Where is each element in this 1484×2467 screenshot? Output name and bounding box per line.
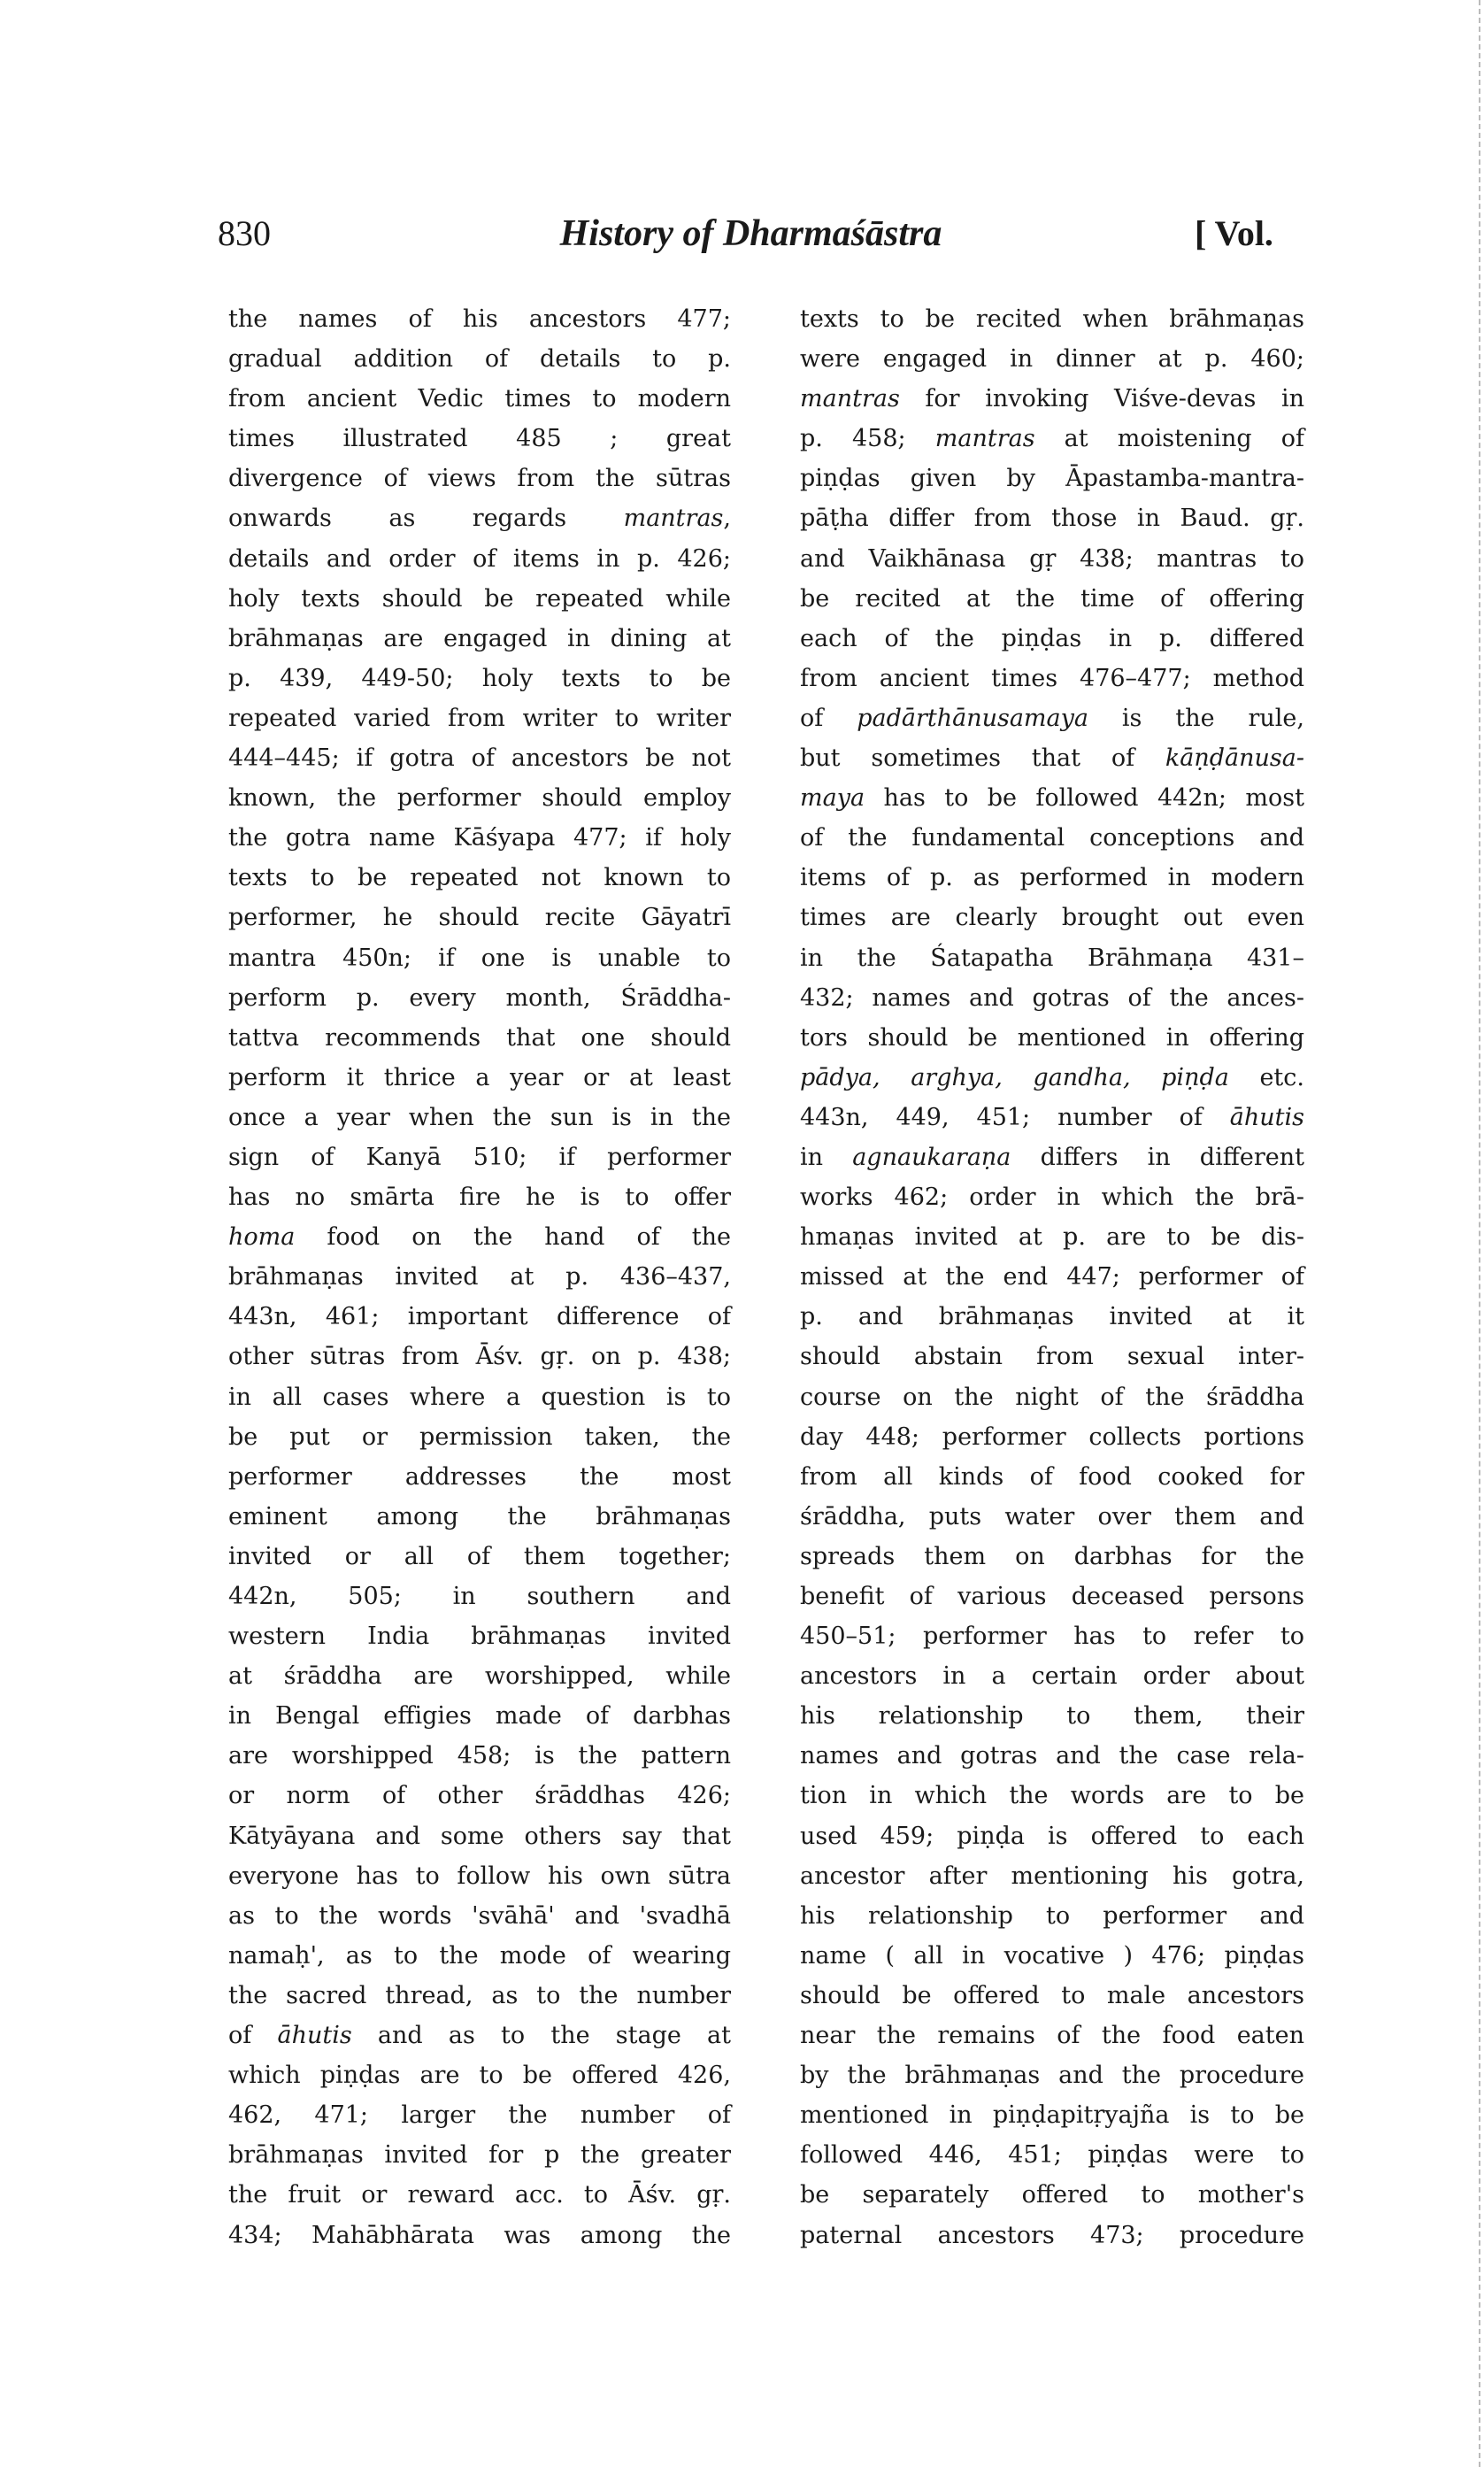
text-line: in the Śatapatha Brāhmaṇa 431– <box>800 944 1304 972</box>
scan-edge-divider <box>1479 0 1480 2467</box>
text-segment: p. 458; <box>800 425 935 453</box>
text-line: tattva recommends that one should <box>228 1023 731 1052</box>
italic-term: pādya, arghya, gandha, piṇḍa <box>800 1063 1229 1091</box>
text-line <box>800 379 1304 419</box>
text-line: items of p. as performed in modern <box>800 864 1304 892</box>
text-segment: etc. <box>1228 1063 1304 1091</box>
text-line: be put or permission taken, the <box>228 1422 731 1451</box>
text-line: perform it thrice a year or at least <box>228 1063 731 1091</box>
text-line: repeated varied from writer to writer <box>228 704 731 732</box>
text-segment: 443n, 449, 451; number of <box>800 1103 1230 1131</box>
text-line: be separately offered to mother's <box>800 2181 1304 2209</box>
text-line <box>800 698 1304 738</box>
text-line: 462, 471; larger the number of <box>228 2101 731 2130</box>
text-line: texts to be repeated not known to <box>228 864 731 892</box>
text-line: performer addresses the most <box>228 1462 731 1491</box>
text-line: missed at the end 447; performer of <box>800 1263 1304 1291</box>
text-line: names and gotras and the case rela- <box>800 1742 1304 1770</box>
text-line: performer, he should recite Gāyatrī <box>228 904 731 932</box>
text-segment: food on the hand of the <box>295 1223 731 1252</box>
text-segment: at moistening of <box>1034 425 1304 453</box>
text-line: of the fundamental conceptions and <box>800 824 1304 852</box>
text-line: 444–445; if gotra of ancestors be not <box>228 744 731 773</box>
text-line: in Bengal effigies made of darbhas <box>228 1702 731 1731</box>
text-line: the names of his ancestors 477; <box>228 305 731 333</box>
text-segment: is the rule, <box>1088 704 1304 732</box>
text-line: ancestors in a certain order about <box>800 1662 1304 1691</box>
text-line: 442n, 505; in southern and <box>228 1583 731 1610</box>
text-line: from ancient Vedic times to modern <box>228 385 731 413</box>
text-line: has no smārta fire he is to offer <box>228 1183 731 1212</box>
text-line: which piṇḍas are to be offered 426, <box>228 2062 731 2090</box>
text-line: the fruit or reward acc. to Āśv. gṛ. <box>228 2181 731 2209</box>
text-segment: and as to the stage at <box>351 2022 731 2050</box>
text-line: mentioned in piṇḍapitṛyajña is to be <box>800 2101 1304 2130</box>
text-line: each of the piṇḍas in p. differed <box>800 624 1304 652</box>
text-segment: of <box>228 2022 278 2050</box>
left-text-column <box>228 299 731 2255</box>
text-line: spreads them on darbhas for the <box>800 1542 1304 1570</box>
text-line: were engaged in dinner at p. 460; <box>800 345 1304 374</box>
text-line: day 448; performer collects portions <box>800 1422 1304 1451</box>
text-line: followed 446, 451; piṇḍas were to <box>800 2141 1304 2170</box>
text-line: everyone has to follow his own sūtra <box>228 1862 731 1890</box>
text-line: once a year when the sun is in the <box>228 1103 731 1131</box>
text-line: holy texts should be repeated while <box>228 584 731 613</box>
italic-term: kāṇḍānusa- <box>1165 744 1304 773</box>
text-line: by the brāhmaṇas and the procedure <box>800 2062 1304 2090</box>
text-line: Kātyāyana and some others say that <box>228 1822 731 1850</box>
text-line: 434; Mahābhārata was among the <box>228 2221 731 2249</box>
text-line: his relationship to them, their <box>800 1702 1304 1731</box>
text-line: texts to be recited when brāhmaṇas <box>800 305 1304 333</box>
text-line: śrāddha, puts water over them and <box>800 1502 1304 1530</box>
text-segment: has to be followed 442n; most <box>865 784 1304 813</box>
text-line: 450–51; performer has to refer to <box>800 1623 1304 1651</box>
text-line <box>800 778 1304 818</box>
text-segment: of <box>800 704 857 732</box>
text-segment: differs in different <box>1011 1143 1304 1171</box>
text-line: namaḥ', as to the mode of wearing <box>228 1941 731 1970</box>
text-line: paternal ancestors 473; procedure <box>800 2221 1304 2249</box>
text-line: times are clearly brought out even <box>800 904 1304 932</box>
text-line: times illustrated 485 ; great <box>228 425 731 453</box>
text-line: are worshipped 458; is the pattern <box>228 1742 731 1770</box>
text-line: in all cases where a question is to <box>228 1383 731 1411</box>
text-line: be recited at the time of offering <box>800 584 1304 613</box>
text-line: near the remains of the food eaten <box>800 2022 1304 2050</box>
text-line: 432; names and gotras of the ances- <box>800 983 1304 1012</box>
text-line: should abstain from sexual inter- <box>800 1343 1304 1371</box>
text-line: brāhmaṇas invited for p the greater <box>228 2141 731 2170</box>
text-line: tion in which the words are to be <box>800 1782 1304 1810</box>
text-line: eminent among the brāhmaṇas <box>228 1502 731 1530</box>
right-text-column <box>800 299 1304 2255</box>
text-line: p. 439, 449-50; holy texts to be <box>228 664 731 692</box>
text-line: sign of Kanyā 510; if performer <box>228 1143 731 1171</box>
running-title: History of Dharmaśāstra <box>559 213 942 254</box>
text-line: from ancient times 476–477; method <box>800 664 1304 692</box>
text-line: from all kinds of food cooked for <box>800 1462 1304 1491</box>
text-segment: in <box>800 1143 853 1171</box>
text-line: should be offered to male ancestors <box>800 1981 1304 2009</box>
text-line: mantra 450n; if one is unable to <box>228 944 731 972</box>
text-line: 443n, 461; important difference of <box>228 1303 731 1331</box>
text-line <box>800 1137 1304 1177</box>
text-line <box>228 2016 731 2055</box>
text-line: p. and brāhmaṇas invited at it <box>800 1303 1304 1331</box>
text-line: western India brāhmaṇas invited <box>228 1623 731 1651</box>
text-line: invited or all of them together; <box>228 1542 731 1570</box>
text-line: other sūtras from Āśv. gṛ. on p. 438; <box>228 1343 731 1371</box>
text-line: course on the night of the śrāddha <box>800 1383 1304 1411</box>
text-line: tors should be mentioned in offering <box>800 1023 1304 1052</box>
italic-term: padārthānusamaya <box>857 704 1088 732</box>
text-line: the sacred thread, as to the number <box>228 1981 731 2009</box>
text-line <box>800 738 1304 778</box>
text-line: works 462; order in which the brā- <box>800 1183 1304 1212</box>
text-line <box>800 419 1304 459</box>
text-line: divergence of views from the sūtras <box>228 465 731 493</box>
text-line: or norm of other śrāddhas 426; <box>228 1782 731 1810</box>
text-line: piṇḍas given by Āpastamba-mantra- <box>800 465 1304 493</box>
italic-term: mantras <box>623 505 724 533</box>
text-line: as to the words 'svāhā' and 'svadhā <box>228 1901 731 1930</box>
text-line: brāhmaṇas are engaged in dining at <box>228 624 731 652</box>
text-line: at śrāddha are worshipped, while <box>228 1662 731 1691</box>
italic-term: mantras <box>934 425 1035 453</box>
italic-term: agnaukaraṇa <box>852 1143 1011 1171</box>
volume-label: [ Vol. <box>1195 213 1273 253</box>
text-line: known, the performer should employ <box>228 784 731 813</box>
text-line: name ( all in vocative ) 476; piṇḍas <box>800 1941 1304 1970</box>
text-line <box>800 1098 1304 1137</box>
text-line <box>228 1217 731 1257</box>
text-segment: , <box>723 505 731 533</box>
text-line: the gotra name Kāśyapa 477; if holy <box>228 824 731 852</box>
text-line: his relationship to performer and <box>800 1901 1304 1930</box>
italic-term: āhutis <box>1229 1103 1304 1131</box>
text-line <box>800 1058 1304 1098</box>
text-line: perform p. every month, Śrāddha- <box>228 983 731 1012</box>
text-line: used 459; piṇḍa is offered to each <box>800 1822 1304 1850</box>
italic-term: homa <box>228 1223 296 1252</box>
text-line <box>228 498 731 538</box>
text-line: hmaṇas invited at p. are to be dis- <box>800 1223 1304 1252</box>
text-line: ancestor after mentioning his gotra, <box>800 1862 1304 1890</box>
text-segment: but sometimes that of <box>800 744 1165 773</box>
text-line: brāhmaṇas invited at p. 436–437, <box>228 1263 731 1291</box>
text-line: benefit of various deceased persons <box>800 1583 1304 1610</box>
text-line: details and order of items in p. 426; <box>228 544 731 573</box>
text-line: and Vaikhānasa gṛ 438; mantras to <box>800 544 1304 573</box>
text-line: pāṭha differ from those in Baud. gṛ. <box>800 505 1304 533</box>
italic-term: maya <box>800 784 865 813</box>
text-line: gradual addition of details to p. <box>228 345 731 374</box>
text-segment: for invoking Viśve-devas in <box>899 385 1304 413</box>
text-segment: onwards as regards <box>228 505 624 533</box>
italic-term: mantras <box>800 385 900 413</box>
page-number: 830 <box>218 213 271 253</box>
italic-term: āhutis <box>277 2022 352 2050</box>
